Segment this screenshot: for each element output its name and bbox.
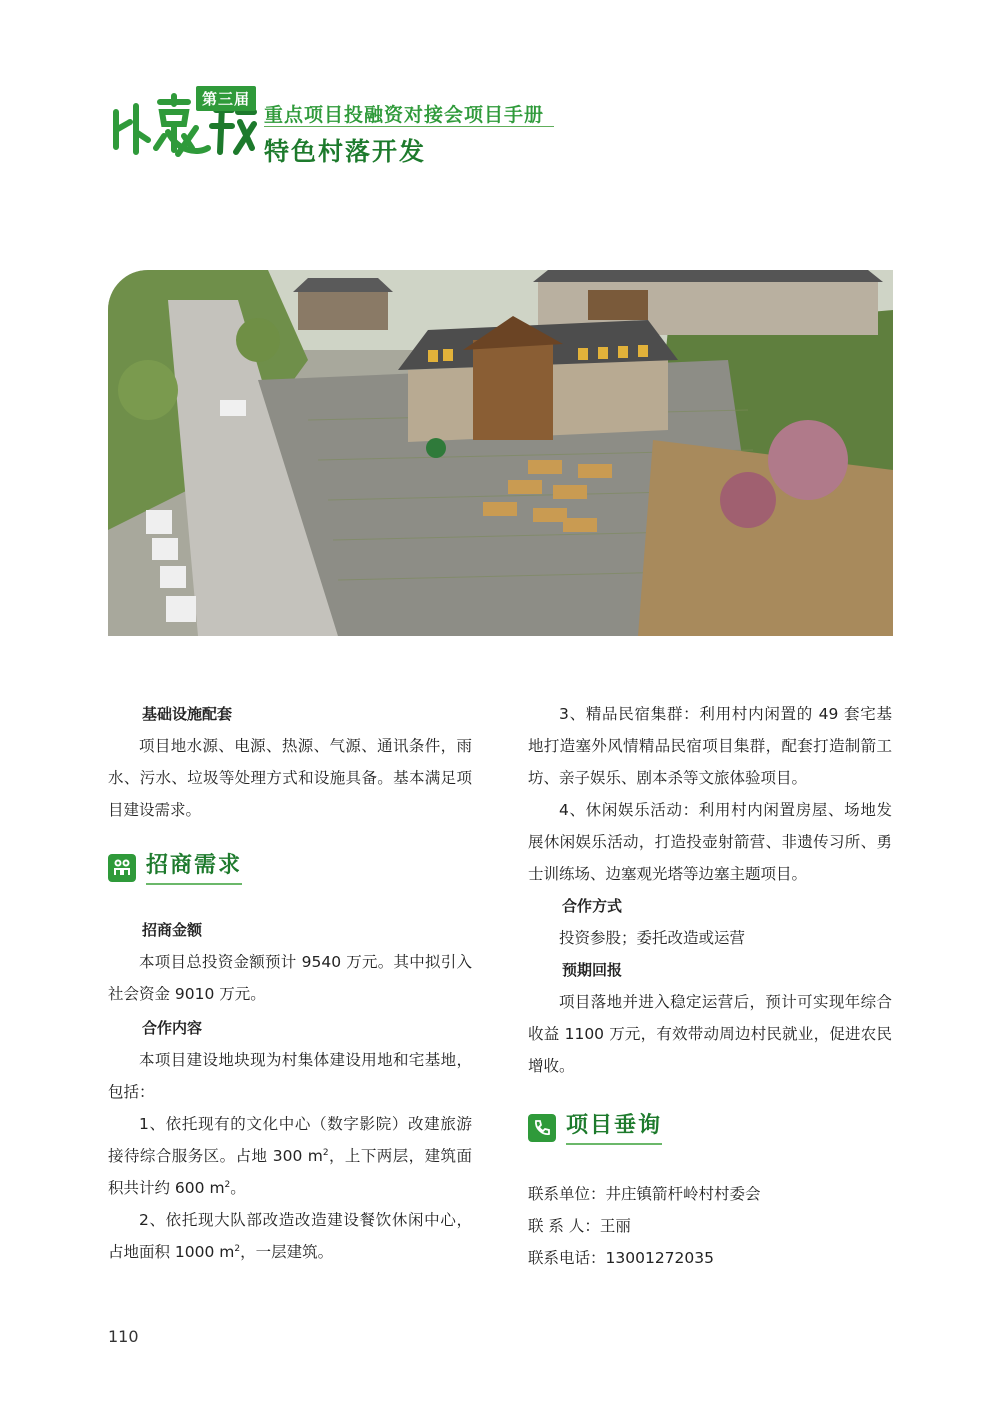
coop-text: 投资参股；委托改造或运营 (559, 929, 746, 947)
invest-section-title (108, 848, 472, 888)
infra-heading: 基础设施配套 (142, 705, 233, 723)
right-column (528, 698, 892, 1274)
contact-section-title (528, 1108, 892, 1148)
return-paragraph: 项目落地并进入稳定运营后，预计可实现年综合收益 1100 万元，有效带动周边村民就业，促进农民增收。 (528, 993, 892, 1075)
content-item-1: 1、依托现有的文化中心（数字影院）改建旅游接待综合服务区。占地 300 $m^2$，上下两层，建筑面积共计约 600 $m^2$。 (108, 1115, 472, 1197)
coop-heading: 合作方式 (562, 897, 623, 915)
contact-person: 联 系 人：王丽 (528, 1217, 631, 1235)
header-divider (264, 126, 554, 127)
contact-title: 项目垂询 (566, 1111, 662, 1145)
content-item-4: 4、休闲娱乐活动：利用村内闲置房屋、场地发展休闲娱乐活动，打造投壶射箭营、非遗传习所、勇士训练场、边塞观光塔等边塞主题项目。 (528, 801, 892, 883)
edition-badge: 第三届 (196, 86, 256, 111)
page-number: 110 (108, 1327, 139, 1346)
content-item-3: 3、精品民宿集群：利用村内闲置的 49 套宅基地打造塞外风情精品民宿项目集群，配套打造制箭工坊、亲子娱乐、剧本杀等文旅体验项目。 (528, 705, 892, 787)
phone-icon (528, 1114, 556, 1142)
content-item-2: 2、依托现大队部改造改造建设餐饮休闲中心，占地面积 1000 $m^2$，一层建筑。 (108, 1211, 472, 1261)
infra-paragraph: 项目地水源、电源、热源、气源、通讯条件，雨水、污水、垃圾等处理方式和设施具备。基本满足项目建设需求。 (108, 737, 472, 819)
content-intro: 本项目建设地块现为村集体建设用地和宅基地，包括： (108, 1051, 472, 1101)
village-rendering-image (108, 270, 893, 636)
left-column (108, 698, 472, 1268)
amount-heading: 招商金额 (142, 921, 203, 939)
category-title: 特色村落开发 (264, 137, 427, 166)
return-heading: 预期回报 (562, 961, 623, 979)
people-link-icon (108, 854, 136, 882)
invest-title: 招商需求 (146, 851, 242, 885)
contact-unit: 联系单位：井庄镇箭杆岭村村委会 (528, 1185, 761, 1203)
handbook-title: 重点项目投融资对接会项目手册 (264, 104, 545, 126)
amount-paragraph: 本项目总投资金额预计 9540 万元。其中拟引入社会资金 9010 万元。 (108, 953, 472, 1003)
contact-phone: 联系电话：13001272035 (528, 1249, 714, 1267)
content-heading: 合作内容 (142, 1019, 203, 1037)
